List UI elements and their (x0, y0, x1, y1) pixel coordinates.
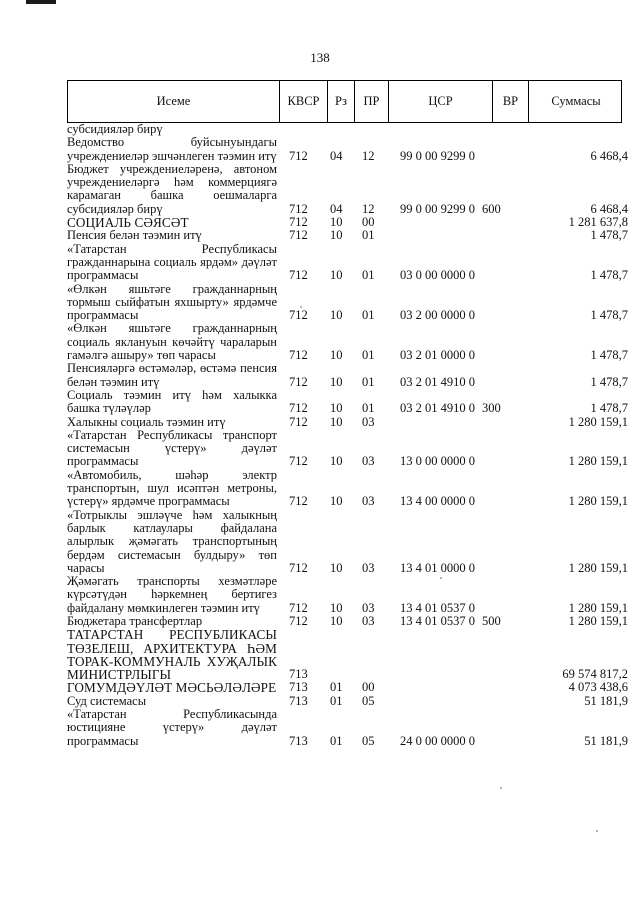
row-rz: 10 (330, 348, 343, 363)
row-rz: 10 (330, 228, 343, 243)
row-pr: 01 (362, 308, 375, 323)
row-pr: 01 (362, 268, 375, 283)
row-kvsr: 712 (289, 228, 308, 243)
row-sum: 6 468,4 (590, 148, 628, 163)
header-sum: Суммасы (528, 81, 623, 122)
row-sum: 1 478,7 (590, 308, 628, 323)
header-vr: ВР (492, 81, 528, 122)
row-pr: 01 (362, 374, 375, 389)
row-csr: 13 4 01 0000 0 (400, 560, 475, 575)
row-pr: 01 (362, 401, 375, 416)
row-kvsr: 713 (289, 733, 308, 748)
header-rz: Рз (327, 81, 354, 122)
row-rz: 10 (330, 454, 343, 469)
table-row (67, 615, 627, 628)
row-name: «Автомобиль, шәһәр электр транспортын, шул исәптән метроны, үстерү» ярдәмче программасы (67, 467, 277, 509)
row-pr: 03 (362, 613, 375, 628)
row-vr: 600 (482, 201, 501, 216)
row-sum: 4 073 438,6 (568, 680, 628, 695)
row-sum: 1 281 637,8 (568, 215, 628, 230)
row-csr: 03 2 00 0000 0 (400, 308, 475, 323)
row-rz: 04 (330, 148, 343, 163)
row-csr: 13 4 00 0000 0 (400, 494, 475, 509)
page-corner-mark (26, 0, 56, 4)
row-pr: 01 (362, 348, 375, 363)
row-sum: 1 280 159,1 (568, 454, 628, 469)
row-sum: 1 478,7 (590, 348, 628, 363)
row-rz: 01 (330, 693, 343, 708)
row-csr: 03 0 00 0000 0 (400, 268, 475, 283)
row-sum: 1 280 159,1 (568, 414, 628, 429)
row-csr: 99 0 00 9299 0 (400, 201, 475, 216)
row-rz: 10 (330, 215, 343, 230)
row-sum: 6 468,4 (590, 201, 628, 216)
row-name: Социаль тәэмин итү һәм халыкка башка түләүләр (67, 387, 277, 416)
row-rz: 10 (330, 494, 343, 509)
row-name: Ведомство буйсынуындагы учреждениеләр эшчәнлеген тәэмин итү (67, 135, 277, 163)
row-name: Пенсияләргә өстәмәләр, өстәмә пенсия белән тәэмин итү (67, 361, 277, 389)
row-pr: 05 (362, 693, 375, 708)
row-csr: 24 0 00 0000 0 (400, 733, 475, 748)
row-name: «Татарстан Республикасында юстицияне үстерү» дәүләт программасы (67, 707, 277, 748)
row-name: Җәмәгать транспорты хезмәтләре күрсәтүдән һәркемнең бертигез файдалану мөмкинлеген тәэмин итү (67, 574, 277, 615)
table-row (67, 628, 627, 681)
row-kvsr: 712 (289, 374, 308, 389)
row-pr: 05 (362, 733, 375, 748)
table-row (67, 416, 627, 429)
row-sum: 1 280 159,1 (568, 494, 628, 509)
row-kvsr: 712 (289, 600, 308, 615)
row-name: ТАТАРСТАН РЕСПУБЛИКАСЫ ТӨЗЕЛЕШ, АРХИТЕКТУРА ҺӘМ ТОРАК-КОММУНАЛЬ ХУҖАЛЫК МИНИСТРЛЫГЫ (67, 627, 277, 683)
table-row (67, 283, 627, 323)
row-rz: 10 (330, 268, 343, 283)
table-row (67, 509, 627, 575)
row-rz: 10 (330, 560, 343, 575)
row-kvsr: 712 (289, 201, 308, 216)
row-vr: 300 (482, 401, 501, 416)
row-csr: 99 0 00 9299 0 (400, 148, 475, 163)
row-vr: 500 (482, 613, 501, 628)
table-row (67, 695, 627, 708)
row-csr: 03 2 01 4910 0 (400, 374, 475, 389)
table-row (67, 708, 627, 748)
table-row (67, 575, 627, 615)
row-name: Суд системасы (67, 693, 147, 708)
row-csr: 13 4 01 0537 0 (400, 600, 475, 615)
row-kvsr: 712 (289, 268, 308, 283)
row-kvsr: 713 (289, 667, 308, 682)
row-sum: 1 478,7 (590, 401, 628, 416)
row-rz: 10 (330, 374, 343, 389)
row-name: Халыкны социаль тәэмин итү (67, 414, 226, 429)
row-rz: 10 (330, 414, 343, 429)
table-row (67, 243, 627, 283)
row-name: «Өлкән яшьтәге гражданнарның тормыш сыйфатын яхшырту» ярдәмче программасы (67, 281, 277, 323)
row-pr: 03 (362, 494, 375, 509)
row-name: «Өлкән яшьтәге гражданнарның социаль яклануын көчәйтү чараларын гамәлгә ашыру» төп чарасы (67, 321, 277, 363)
header-pr: ПР (354, 81, 388, 122)
row-kvsr: 712 (289, 348, 308, 363)
header-name: Исеме (156, 94, 191, 108)
scan-speck (500, 787, 502, 789)
table-row (67, 163, 627, 216)
row-sum: 1 478,7 (590, 374, 628, 389)
row-csr: 03 2 01 0000 0 (400, 348, 475, 363)
row-sum: 51 181,9 (584, 693, 628, 708)
row-kvsr: 712 (289, 560, 308, 575)
row-csr: 13 0 00 0000 0 (400, 454, 475, 469)
row-name: Бюджет учреждениеләренә, автоном учреждениеләргә һәм коммерциягә карамаган башка оешмаларга субсидияләр бирү (67, 161, 277, 216)
row-name: Бюджетара трансфертлар (67, 613, 203, 628)
header-csr: ЦСР (388, 81, 492, 122)
table-row (67, 216, 627, 229)
row-pr: 03 (362, 454, 375, 469)
row-kvsr: 712 (289, 613, 308, 628)
row-kvsr: 712 (289, 494, 308, 509)
table-row (67, 469, 627, 509)
row-kvsr: 712 (289, 215, 308, 230)
row-kvsr: 712 (289, 401, 308, 416)
row-name: ГОМУМДӘҮЛӘТ МӘСЬӘЛӘЛӘРЕ (67, 680, 277, 696)
row-pr: 00 (362, 215, 375, 230)
row-rz: 01 (330, 733, 343, 748)
row-name: «Тотрыклы эшләүче һәм халыкның барлык катлаулары файдалана алырлык җәмәгать транспортының бердәм системасын булдыру» төп чарасы (67, 507, 277, 575)
scan-speck (440, 577, 442, 579)
row-kvsr: 713 (289, 680, 308, 695)
row-rz: 10 (330, 308, 343, 323)
row-pr: 00 (362, 680, 375, 695)
row-pr: 03 (362, 560, 375, 575)
table-row (67, 681, 627, 694)
header-kvsr: КВСР (279, 81, 327, 122)
row-sum: 1 280 159,1 (568, 613, 628, 628)
row-rz: 10 (330, 613, 343, 628)
table-row (67, 322, 627, 362)
row-pr: 01 (362, 228, 375, 243)
row-sum: 1 478,7 (590, 228, 628, 243)
row-name: СОЦИАЛЬ СӘЯСӘТ (67, 215, 189, 231)
table-row (67, 429, 627, 469)
table-row (67, 389, 627, 416)
row-kvsr: 712 (289, 454, 308, 469)
table-body (67, 123, 627, 748)
table-row (67, 362, 627, 389)
row-csr: 13 4 01 0537 0 (400, 613, 475, 628)
row-name: субсидияләр бирү (67, 122, 163, 136)
row-rz: 10 (330, 401, 343, 416)
row-name: Пенсия белән тәэмин итү (67, 228, 202, 243)
row-rz: 10 (330, 600, 343, 615)
row-name: «Татарстан Республикасы гражданнарына социаль ярдәм» дәүләт программасы (67, 241, 277, 283)
row-kvsr: 712 (289, 414, 308, 429)
table-header (67, 80, 622, 123)
row-pr: 03 (362, 414, 375, 429)
scan-speck (300, 306, 302, 308)
row-csr: 03 2 01 4910 0 (400, 401, 475, 416)
table-row (67, 229, 627, 242)
table-row (67, 123, 627, 136)
row-kvsr: 712 (289, 148, 308, 163)
row-rz: 01 (330, 680, 343, 695)
page-number: 138 (310, 50, 330, 65)
row-sum: 51 181,9 (584, 733, 628, 748)
row-kvsr: 713 (289, 693, 308, 708)
scan-speck (596, 830, 598, 832)
row-sum: 1 280 159,1 (568, 560, 628, 575)
table-row (67, 136, 627, 163)
row-pr: 12 (362, 201, 375, 216)
row-name: «Татарстан Республикасы транспорт системасын үстерү» дәүләт программасы (67, 427, 277, 469)
row-kvsr: 712 (289, 308, 308, 323)
row-rz: 04 (330, 201, 343, 216)
row-pr: 12 (362, 148, 375, 163)
row-pr: 03 (362, 600, 375, 615)
row-sum: 69 574 817,2 (562, 667, 628, 682)
row-sum: 1 280 159,1 (568, 600, 628, 615)
row-sum: 1 478,7 (590, 268, 628, 283)
